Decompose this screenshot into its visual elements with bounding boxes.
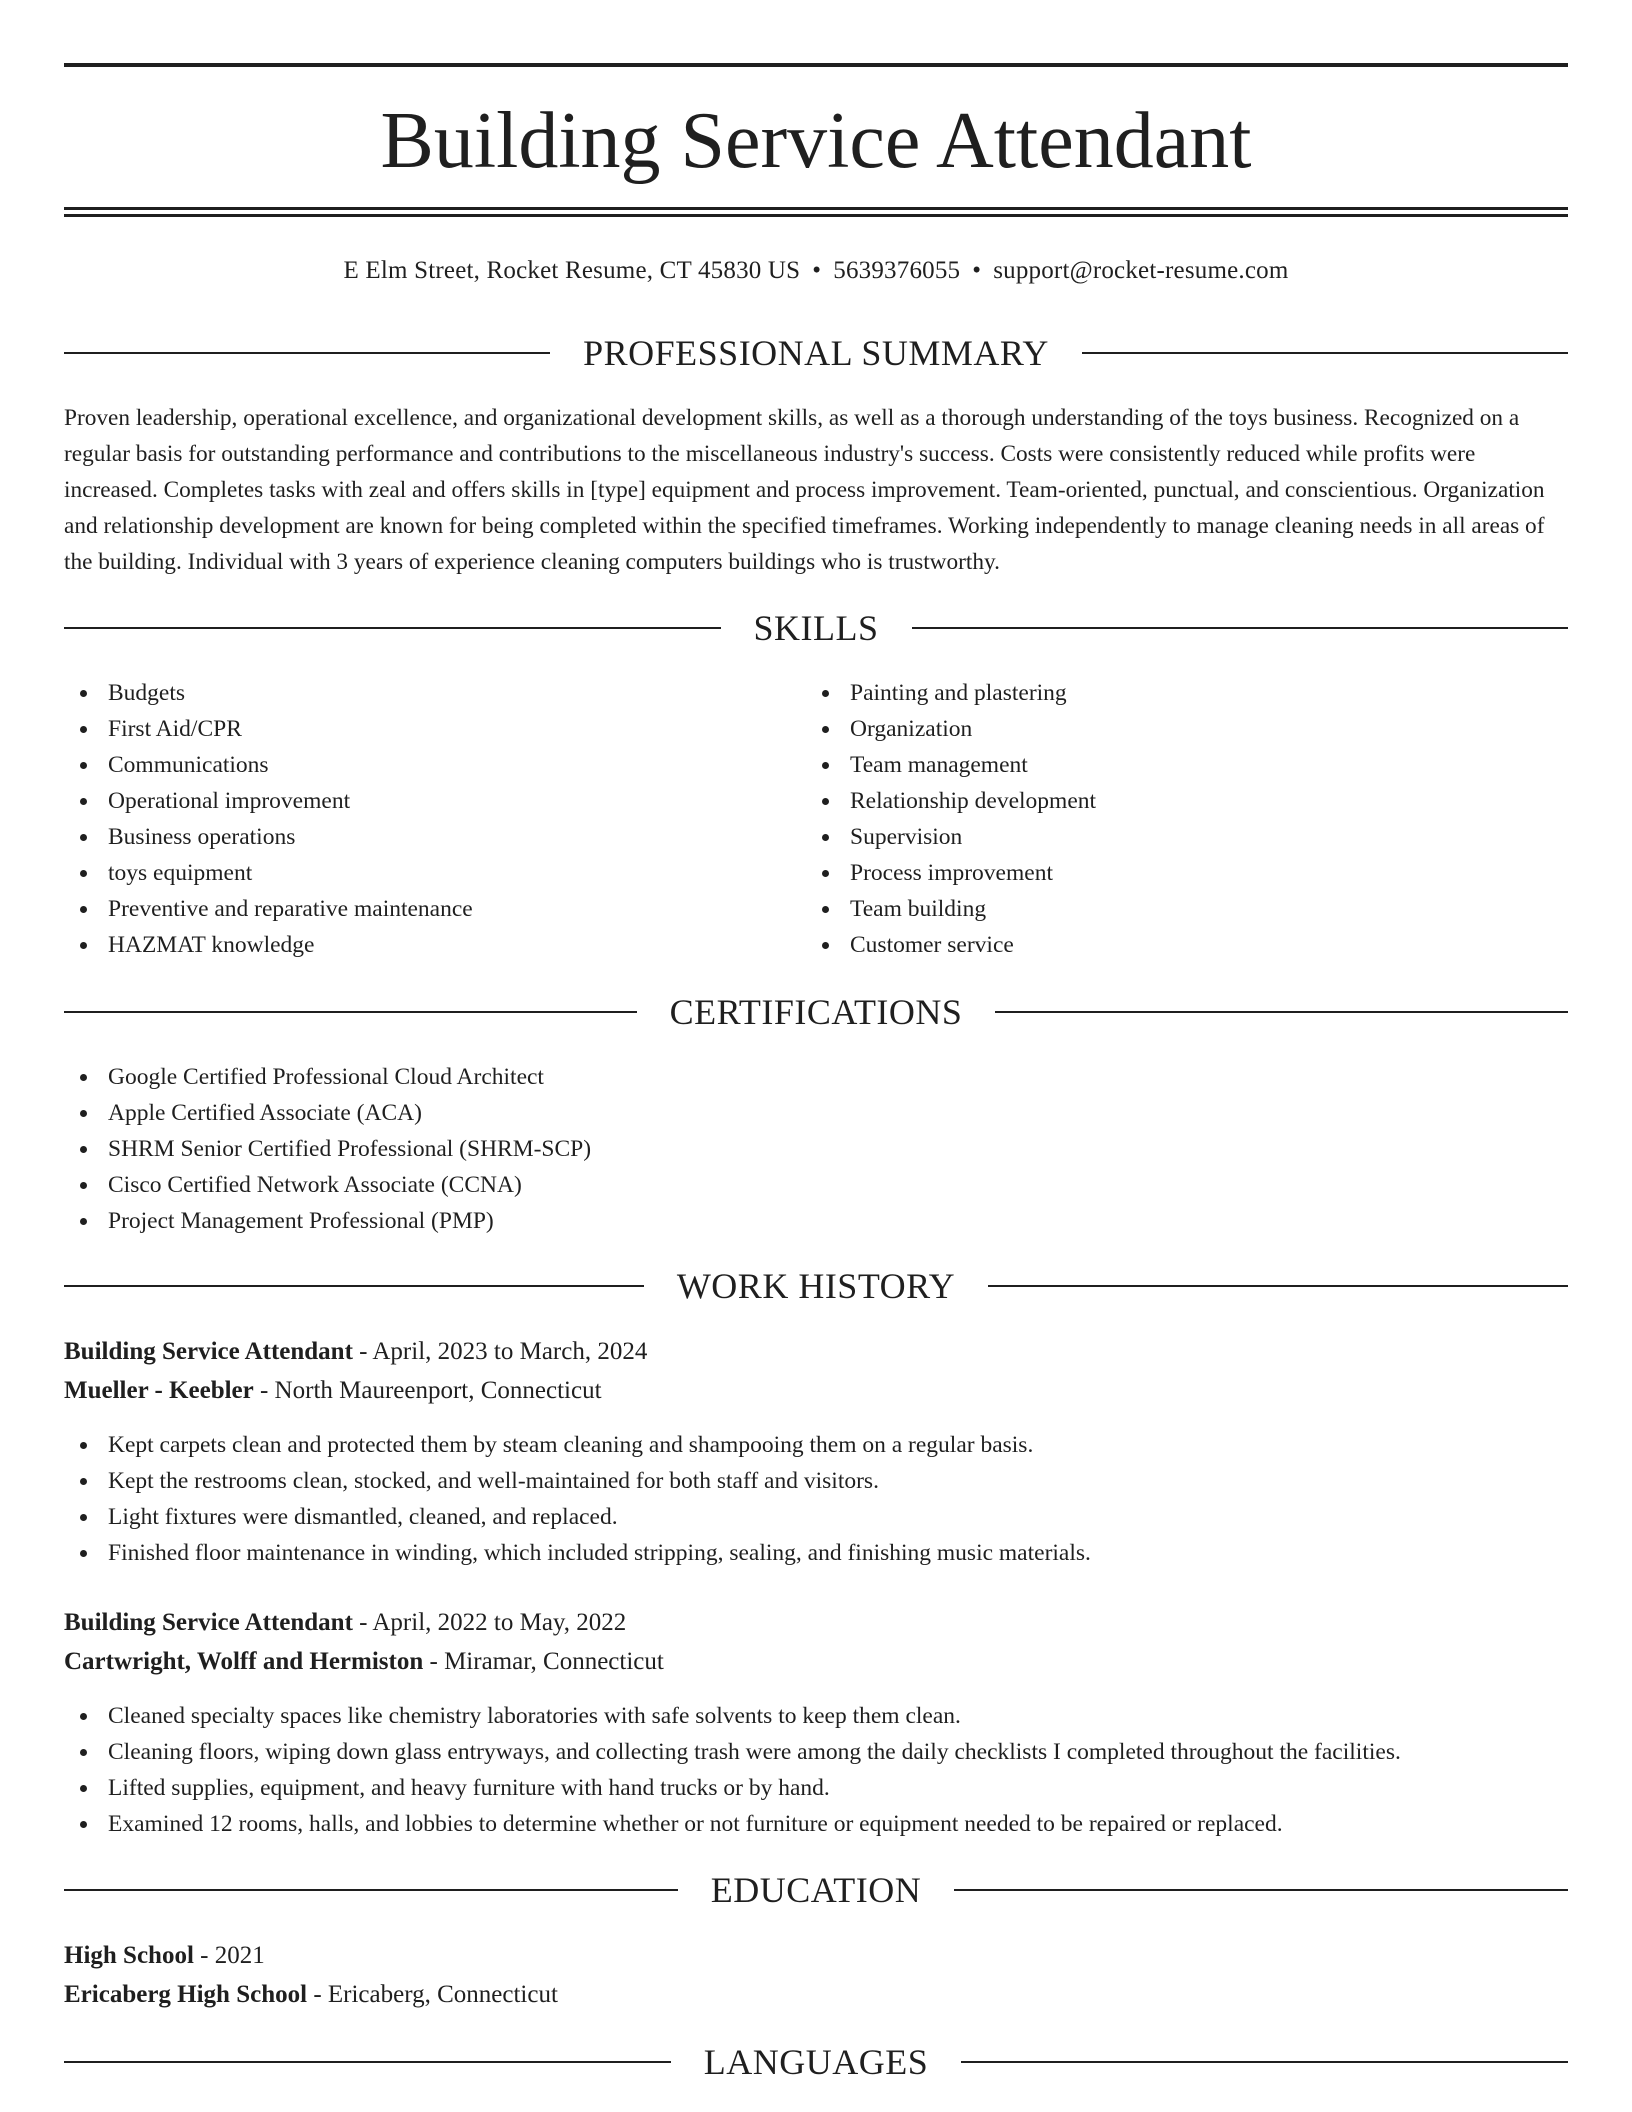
heading-rule-right: [988, 1285, 1568, 1287]
certification-item: Google Certified Professional Cloud Architect: [64, 1059, 591, 1095]
heading-rule-left: [64, 2061, 671, 2063]
section-heading-certifications: [64, 990, 1568, 1034]
job-location: - Miramar, Connecticut: [423, 1648, 664, 1675]
certification-item: Apple Certified Associate (ACA): [64, 1095, 591, 1131]
section-heading-summary: [64, 331, 1568, 375]
heading-rule-right: [912, 627, 1569, 629]
contact-separator: •: [972, 257, 982, 284]
job-duty-item: Finished floor maintenance in winding, which included stripping, sealing, and finishing music materials.: [64, 1535, 1091, 1571]
heading-rule-left: [64, 627, 721, 629]
job-dates: - April, 2022 to May, 2022: [352, 1609, 627, 1636]
education-school: Ericaberg High School: [64, 1981, 308, 2008]
job-duties-list: [64, 1698, 1401, 1842]
skill-item: Business operations: [64, 819, 473, 855]
skill-item: Process improvement: [806, 855, 1096, 891]
heading-rule-right: [995, 1011, 1568, 1013]
certification-item: SHRM Senior Certified Professional (SHRM-SCP): [64, 1131, 591, 1167]
heading-rule-right: [961, 2061, 1568, 2063]
contact-phone: 5639376055: [833, 257, 961, 284]
section-heading-education: [64, 1868, 1568, 1912]
contact-email: support@rocket-resume.com: [993, 257, 1289, 284]
section-title: CERTIFICATIONS: [669, 992, 963, 1032]
job-title: Building Service Attendant: [64, 1609, 353, 1636]
contact-address: E Elm Street, Rocket Resume, CT 45830 US: [343, 257, 801, 284]
skill-item: Organization: [806, 711, 1096, 747]
education-year: - 2021: [193, 1942, 265, 1969]
section-heading-languages: [64, 2040, 1568, 2084]
job-company: Cartwright, Wolff and Hermiston: [64, 1648, 424, 1675]
section-heading-work-history: [64, 1264, 1568, 1308]
job-duty-item: Kept carpets clean and protected them by steam cleaning and shampooing them on a regular basis.: [64, 1427, 1091, 1463]
job-duty-item: Lifted supplies, equipment, and heavy furniture with hand trucks or by hand.: [64, 1770, 1401, 1806]
certification-item: Cisco Certified Network Associate (CCNA): [64, 1167, 591, 1203]
heading-rule-left: [64, 1889, 678, 1891]
education-location: - Ericaberg, Connecticut: [307, 1981, 558, 2008]
skill-item: Communications: [64, 747, 473, 783]
job-duty-item: Cleaning floors, wiping down glass entryways, and collecting trash were among the daily checklists I completed throughout the facilities.: [64, 1734, 1401, 1770]
candidate-name: Building Service Attendant: [380, 97, 1252, 185]
job-duties-list: [64, 1427, 1091, 1571]
job-company-line: [64, 1372, 1568, 1410]
job-title-line: [64, 1604, 1568, 1642]
education-degree: High School: [64, 1942, 194, 1969]
skill-item: Supervision: [806, 819, 1096, 855]
education-degree-line: [64, 1937, 1568, 1975]
heading-rule-left: [64, 352, 550, 354]
skill-item: Customer service: [806, 927, 1096, 963]
job-company-line: [64, 1643, 1568, 1681]
header-top-rule: [64, 63, 1568, 67]
job-duty-item: Light fixtures were dismantled, cleaned, and replaced.: [64, 1499, 1091, 1535]
education-school-line: [64, 1976, 1568, 2014]
skill-item: Team building: [806, 891, 1096, 927]
certifications-list: [64, 1059, 591, 1239]
job-duty-item: Examined 12 rooms, halls, and lobbies to determine whether or not furniture or equipment needed to be repaired or replaced.: [64, 1806, 1401, 1842]
job-dates: - April, 2023 to March, 2024: [352, 1338, 648, 1365]
contact-line: [64, 254, 1568, 288]
skill-item: First Aid/CPR: [64, 711, 473, 747]
skills-list-left: [64, 675, 473, 963]
section-title: LANGUAGES: [703, 2042, 929, 2082]
skill-item: Team management: [806, 747, 1096, 783]
skill-item: HAZMAT knowledge: [64, 927, 473, 963]
section-title: SKILLS: [753, 608, 879, 648]
heading-rule-left: [64, 1011, 637, 1013]
skill-item: Budgets: [64, 675, 473, 711]
job-duty-item: Cleaned specialty spaces like chemistry laboratories with safe solvents to keep them clean.: [64, 1698, 1401, 1734]
job-location: - North Maureenport, Connecticut: [253, 1377, 602, 1404]
heading-rule-right: [1082, 352, 1568, 354]
heading-rule-left: [64, 1285, 644, 1287]
skill-item: Painting and plastering: [806, 675, 1096, 711]
job-duty-item: Kept the restrooms clean, stocked, and well-maintained for both staff and visitors.: [64, 1463, 1091, 1499]
skill-item: Operational improvement: [64, 783, 473, 819]
contact-separator: •: [812, 257, 822, 284]
heading-rule-right: [954, 1889, 1568, 1891]
section-heading-skills: [64, 606, 1568, 650]
skill-item: toys equipment: [64, 855, 473, 891]
skill-item: Relationship development: [806, 783, 1096, 819]
section-title: WORK HISTORY: [676, 1266, 956, 1306]
skills-list-right: [806, 675, 1096, 963]
job-title: Building Service Attendant: [64, 1338, 353, 1365]
section-title: PROFESSIONAL SUMMARY: [583, 333, 1049, 373]
section-title: EDUCATION: [710, 1870, 922, 1910]
job-company: Mueller - Keebler: [64, 1377, 254, 1404]
certification-item: Project Management Professional (PMP): [64, 1203, 591, 1239]
job-title-line: [64, 1333, 1568, 1371]
summary-text: Proven leadership, operational excellence, and organizational development skills, as well as a thorough understanding of the toys business. Recognized on a regular basis for outstanding performance and contributions to the miscellaneous industry's success. Costs were consistently reduced while profits were increased. Completes tasks with zeal and offers skills in [type] equipment and process improvement. Team-oriented, punctual, and conscientious. Organization and relationship development are known for being completed within the specified timeframes. Working independently to manage cleaning needs in all areas of the building. Individual with 3 years of experience cleaning computers buildings who is trustworthy.: [64, 405, 1545, 575]
header-bottom-rule-2: [64, 214, 1568, 217]
header-bottom-rule-1: [64, 207, 1568, 210]
skill-item: Preventive and reparative maintenance: [64, 891, 473, 927]
